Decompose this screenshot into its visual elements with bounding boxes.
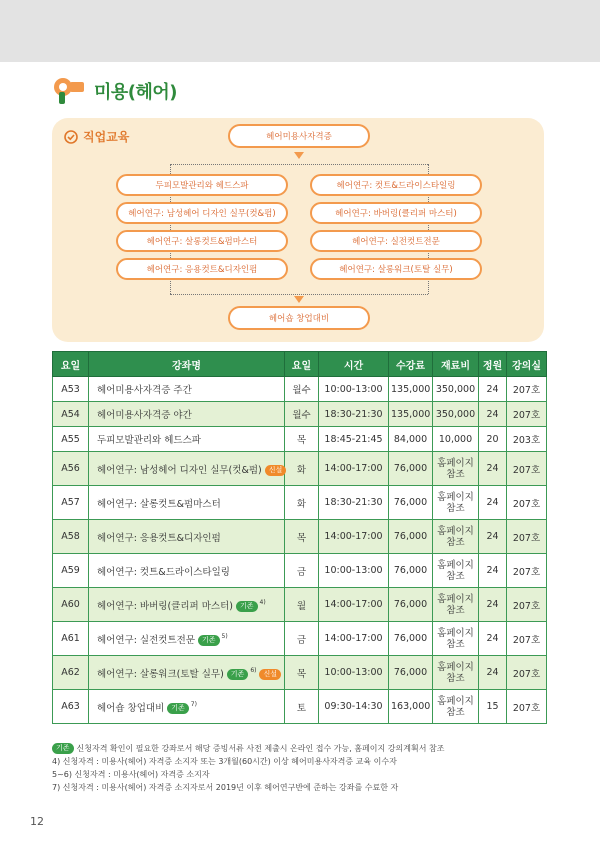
footnote-ref: 6) (250, 667, 257, 675)
footnote-line: 4) 신청자격 : 미용사(헤어) 자격증 소지자 또는 3개월(60시간) 이상 헤어미용사자격증 교육 이수자 (52, 757, 397, 766)
table-row (53, 402, 547, 427)
material-fee: 홈페이지 (437, 457, 474, 469)
column-header: 요일 (53, 352, 89, 377)
table-cell: 76,000 (389, 588, 433, 622)
table-cell (433, 520, 479, 554)
section-label (64, 128, 129, 145)
table-cell (433, 377, 479, 402)
table-cell: 14:00-17:00 (319, 588, 389, 622)
table-cell: 207호 (507, 588, 547, 622)
table-row (53, 588, 547, 622)
page-title-text: 미용(헤어) (94, 82, 178, 103)
flow-node-bottom: 헤어숍 창업대비 (228, 306, 370, 330)
course-name: 헤어연구: 실전컷트전문 (97, 634, 195, 646)
table-cell: 24 (479, 486, 507, 520)
table-cell: 24 (479, 588, 507, 622)
footnote-ref: 4) (259, 599, 266, 607)
table-cell: 203호 (507, 427, 547, 452)
flow-node-top: 헤어미용사자격증 (228, 124, 370, 148)
check-circle-icon (64, 130, 78, 144)
table-cell: 금 (285, 622, 319, 656)
material-fee-note: 참조 (446, 570, 465, 582)
table-cell: 화 (285, 486, 319, 520)
table-cell (89, 377, 285, 402)
material-fee: 350,000 (435, 408, 476, 420)
table-row (53, 690, 547, 724)
table-cell: 76,000 (389, 622, 433, 656)
table-cell: 10:00-13:00 (319, 554, 389, 588)
existing-badge: 기존 (167, 703, 189, 714)
table-cell: 24 (479, 554, 507, 588)
table-cell: 76,000 (389, 554, 433, 588)
down-arrow-icon (294, 296, 304, 303)
column-header: 수강료 (389, 352, 433, 377)
table-cell (89, 402, 285, 427)
course-name: 헤어숍 창업대비 (97, 702, 165, 714)
column-header: 시간 (319, 352, 389, 377)
course-name: 헤어연구: 남성헤어 디자인 실무(컷&펌) (97, 464, 262, 476)
flow-node-left-2: 헤어연구: 남성헤어 디자인 실무(컷&펌) (116, 202, 288, 224)
course-name: 헤어미용사자격증 주간 (97, 385, 192, 396)
course-name: 두피모발관리와 헤드스파 (97, 435, 201, 446)
column-header: 강의실 (507, 352, 547, 377)
table-cell: 목 (285, 656, 319, 690)
flow-node-left-4: 헤어연구: 응용컷트&디자인펌 (116, 258, 288, 280)
column-header: 정원 (479, 352, 507, 377)
footnote-line: 7) 신청자격 : 미용사(헤어) 자격증 소지자로서 2019년 이후 헤어연구반에 준하는 강좌를 수료한 자 (52, 783, 399, 792)
table-row (53, 622, 547, 656)
table-cell (89, 622, 285, 656)
material-fee: 홈페이지 (437, 491, 474, 503)
flow-connector (170, 164, 428, 165)
table-cell: 76,000 (389, 452, 433, 486)
flow-node-right-1: 헤어연구: 컷트&드라이스타일링 (310, 174, 482, 196)
table-cell (433, 690, 479, 724)
course-name: 헤어연구: 살롱워크(토탈 실무) (97, 668, 224, 680)
table-cell: A63 (53, 690, 89, 724)
table-cell: 24 (479, 402, 507, 427)
table-cell: A53 (53, 377, 89, 402)
column-header: 강좌명 (89, 352, 285, 377)
table-cell: 24 (479, 520, 507, 554)
existing-badge: 기존 (236, 601, 258, 612)
section-label-text: 직업교육 (83, 130, 130, 144)
course-name: 헤어미용사자격증 야간 (97, 410, 192, 421)
new-badge: 신설 (265, 465, 287, 476)
flow-connector (170, 294, 428, 295)
table-cell: A60 (53, 588, 89, 622)
flow-node-right-3: 헤어연구: 실전컷트전문 (310, 230, 482, 252)
material-fee-note: 참조 (446, 638, 465, 650)
material-fee: 홈페이지 (437, 661, 474, 673)
table-row (53, 452, 547, 486)
footnote-ref: 5) (221, 633, 228, 641)
table-row (53, 377, 547, 402)
table-cell: 20 (479, 427, 507, 452)
column-header: 재료비 (433, 352, 479, 377)
table-cell (89, 427, 285, 452)
table-cell: A58 (53, 520, 89, 554)
table-cell: 18:30-21:30 (319, 486, 389, 520)
column-header: 요일 (285, 352, 319, 377)
existing-badge: 기존 (52, 743, 74, 754)
table-cell: 월수 (285, 402, 319, 427)
flow-node-right-2: 헤어연구: 바버링(클리퍼 마스터) (310, 202, 482, 224)
table-cell (433, 402, 479, 427)
table-cell: 14:00-17:00 (319, 520, 389, 554)
material-fee-note: 참조 (446, 536, 465, 548)
table-cell (89, 656, 285, 690)
material-fee: 홈페이지 (437, 525, 474, 537)
table-row (53, 520, 547, 554)
table-cell: 금 (285, 554, 319, 588)
table-cell: 월 (285, 588, 319, 622)
table-cell (433, 588, 479, 622)
footnote-ref: 7) (190, 701, 197, 709)
material-fee: 홈페이지 (437, 593, 474, 605)
table-cell: 09:30-14:30 (319, 690, 389, 724)
table-cell (433, 452, 479, 486)
course-name: 헤어연구: 살롱컷트&펌마스터 (97, 498, 221, 510)
footnotes (52, 742, 552, 794)
table-cell: 10:00-13:00 (319, 656, 389, 690)
table-cell: 10:00-13:00 (319, 377, 389, 402)
existing-badge: 기존 (227, 669, 249, 680)
table-cell: 화 (285, 452, 319, 486)
table-cell: 15 (479, 690, 507, 724)
footnote-text: 신청자격 확인이 필요한 강좌로서 해당 증빙서류 사전 제출시 온라인 접수 가능, 홈페이지 강의계획서 참조 (76, 744, 445, 753)
table-cell: A57 (53, 486, 89, 520)
flow-node-left-1: 두피모발관리와 헤드스파 (116, 174, 288, 196)
table-cell: 207호 (507, 377, 547, 402)
table-row (53, 486, 547, 520)
table-cell (433, 486, 479, 520)
table-cell: 84,000 (389, 427, 433, 452)
table-cell (89, 554, 285, 588)
material-fee: 홈페이지 (437, 695, 474, 707)
top-band (0, 0, 600, 62)
table-cell: 18:45-21:45 (319, 427, 389, 452)
material-fee-note: 참조 (446, 672, 465, 684)
table-cell: 14:00-17:00 (319, 622, 389, 656)
table-cell: 76,000 (389, 486, 433, 520)
table-row (53, 656, 547, 690)
table-cell: 207호 (507, 452, 547, 486)
table-cell: A59 (53, 554, 89, 588)
flow-node-right-4: 헤어연구: 살롱워크(토탈 실무) (310, 258, 482, 280)
table-cell: 76,000 (389, 656, 433, 690)
course-name: 헤어연구: 바버링(클리퍼 마스터) (97, 600, 233, 612)
table-cell: A62 (53, 656, 89, 690)
table-cell: 135,000 (389, 377, 433, 402)
material-fee-note: 참조 (446, 502, 465, 514)
table-cell: A56 (53, 452, 89, 486)
table-cell (89, 486, 285, 520)
table-header-row (53, 352, 547, 377)
material-fee-note: 참조 (446, 604, 465, 616)
table-cell (89, 452, 285, 486)
new-badge: 신설 (259, 669, 281, 680)
table-cell: 18:30-21:30 (319, 402, 389, 427)
course-name: 헤어연구: 컷트&드라이스타일링 (97, 566, 230, 578)
material-fee: 홈페이지 (437, 559, 474, 571)
table-row (53, 554, 547, 588)
flow-node-left-3: 헤어연구: 살롱컷트&펌마스터 (116, 230, 288, 252)
table-cell: 24 (479, 656, 507, 690)
table-cell: 207호 (507, 520, 547, 554)
table-cell (433, 622, 479, 656)
course-table (52, 351, 547, 724)
table-cell: 207호 (507, 622, 547, 656)
material-fee: 10,000 (438, 433, 473, 445)
page-title (52, 76, 177, 106)
table-cell: 목 (285, 520, 319, 554)
table-row (53, 427, 547, 452)
table-cell: 24 (479, 622, 507, 656)
table-cell: 207호 (507, 656, 547, 690)
footnote-line (52, 742, 552, 755)
material-fee: 350,000 (435, 383, 476, 395)
hair-dryer-icon (52, 76, 88, 106)
table-cell (89, 690, 285, 724)
table-cell: 163,000 (389, 690, 433, 724)
footnote-line: 5~6) 신청자격 : 미용사(헤어) 자격증 소지자 (52, 770, 210, 779)
material-fee-note: 참조 (446, 706, 465, 718)
table-cell: 76,000 (389, 520, 433, 554)
course-flow-diagram (52, 118, 544, 342)
table-cell: 135,000 (389, 402, 433, 427)
table-cell (433, 427, 479, 452)
table-cell: 24 (479, 377, 507, 402)
table-cell: 14:00-17:00 (319, 452, 389, 486)
table-cell (433, 656, 479, 690)
existing-badge: 기존 (198, 635, 220, 646)
table-cell (433, 554, 479, 588)
table-cell: 207호 (507, 690, 547, 724)
table-cell: 207호 (507, 486, 547, 520)
page-number: 12 (30, 815, 44, 828)
table-cell (89, 588, 285, 622)
table-cell (89, 520, 285, 554)
material-fee: 홈페이지 (437, 627, 474, 639)
table-cell: A61 (53, 622, 89, 656)
table-cell: 24 (479, 452, 507, 486)
table-cell: 토 (285, 690, 319, 724)
table-cell: A54 (53, 402, 89, 427)
table-cell: 목 (285, 427, 319, 452)
material-fee-note: 참조 (446, 468, 465, 480)
down-arrow-icon (294, 152, 304, 159)
course-name: 헤어연구: 응용컷트&디자인펌 (97, 532, 221, 544)
table-cell: 207호 (507, 402, 547, 427)
table-cell: A55 (53, 427, 89, 452)
table-cell: 월수 (285, 377, 319, 402)
table-cell: 207호 (507, 554, 547, 588)
